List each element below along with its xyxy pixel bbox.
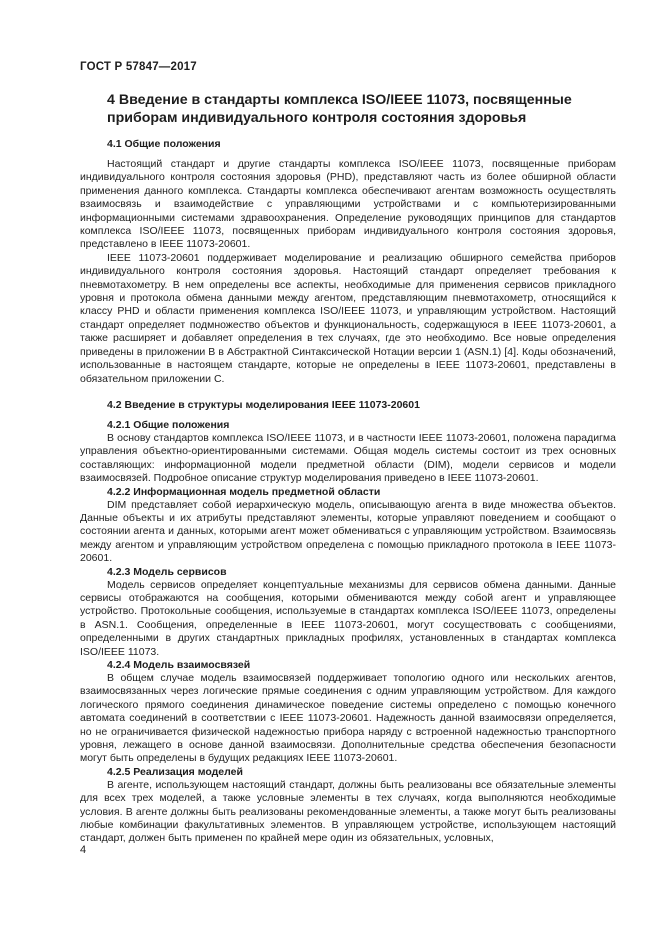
page-number: 4 (80, 844, 87, 856)
page-content (80, 91, 616, 846)
section-4-2-2-paragraph: DIM представляет собой иерархическую модель, описывающую агента в виде множества объектов. Данные объекты и их атрибуты представляют элементы, которые управляют поведением и сообщают о состоянии агента и данных, которыми агент может обмениваться с управляющим устройством. Взаимосвязь между агентом и управляющим устройством определена с помощью прикладного протокола в IEEE 11073-20601. (80, 498, 616, 565)
section-4-1-paragraph-1: Настоящий стандарт и другие стандарты комплекса ISO/IEEE 11073, посвященные приборам индивидуального контроля состояния здоровья (PHD), представляют часть из более обширной области применения данного комплекса. Стандарты комплекса обеспечивают агентам возможность осуществлять взаимосвязь и взаимодействие с управляющими устройствами и с компьютеризированными информационными системами здравоохранения. Определение руководящих принципов для стандартов комплекса ISO/IEEE 11073, посвященных приборам индивидуального контроля состояния здоровья, представлено в IEEE 11073-20601. (80, 158, 616, 251)
section-4-2-3-paragraph: Модель сервисов определяет концептуальные механизмы для сервисов обмена данными. Данные сервисы отображаются на сообщения, которыми обмениваются между собой агент и управляющее устройство. Протокольные сообщения, используемые в стандартах комплекса ISO/IEEE 11073, определены в ASN.1. Сообщения, определенные в IEEE 11073-20601, могут сосуществовать с сообщениями, определенными в других стандартных прикладных профилях, установленных в стандартах комплекса ISO/IEEE 11073. (80, 578, 616, 658)
section-4-1-paragraph-2: IEEE 11073-20601 поддерживает моделирование и реализацию обширного семейства приборов индивидуального контроля состояния здоровья. Настоящий стандарт определяет требования к пневмотахометру. В нем определены все аспекты, необходимые для применения сервисов прикладного уровня и протокола обмена данными между агентом, представляющим пневмотахометр, относящийся к классу PHD и области применения комплекса ISO/IEEE 11073, и управляющим устройством. Настоящий стандарт определяет подмножество объектов и функциональность, содержащуюся в IEEE 11073-20601, а также расширяет и добавляет определения в тех случаях, где это необходимо. Все новые определения приведены в приложении В в Абстрактной Синтаксической Нотации версии 1 (ASN.1) [4]. Коды обозначений, использованные в настоящем стандарте, которые не определены в IEEE 11073-20601, представлены в обязательном приложении С. (80, 251, 616, 385)
section-4-2-4-paragraph: В общем случае модель взаимосвязей поддерживает топологию одного или нескольких агентов, взаимосвязанных через логические прямые соединения с одним управляющим устройством. Для каждого логического прямого соединения динамическое поведение системы определено с помощью конечного автомата соединений в соответствии с IEEE 11073-20601. Надежность данной взаимосвязи определяется, но не ограничивается физической надежностью прибора наряду с встроенной надежностью транспортного уровня, лежащего в основе данной взаимосвязи. Дополнительные средства обеспечения безопасности могут быть определены в будущих редакциях IEEE 11073-20601. (80, 672, 616, 765)
section-4-2-5-heading: 4.2.5 Реализация моделей (107, 765, 243, 778)
section-4-heading: 4 Введение в стандарты комплекса ISO/IEEE 11073, посвященные приборам индивидуального контроля состояния здоровья (107, 92, 572, 126)
section-4-2-5-paragraph: В агенте, использующем настоящий стандарт, должны быть реализованы все обязательные элементы для всех трех моделей, а также условные элементы в тех случаях, когда выполняются необходимые условия. В агенте должны быть реализованы рекомендованные элементы, а также могут быть реализованы любые комбинации факультативных элементов. В управляющем устройстве, использующем настоящий стандарт, должен быть применен по крайней мере один из обязательных, условных, (80, 778, 616, 845)
section-4-2-1-heading: 4.2.1 Общие положения (107, 418, 230, 431)
document-code: ГОСТ Р 57847—2017 (80, 61, 197, 73)
section-4-2-2-heading: 4.2.2 Информационная модель предметной области (107, 485, 381, 498)
section-4-1-heading: 4.1 Общие положения (107, 138, 221, 150)
section-4-2-4-heading: 4.2.4 Модель взаимосвязей (107, 659, 251, 671)
section-4-2-1-paragraph: В основу стандартов комплекса ISO/IEEE 11073, и в частности IEEE 11073-20601, положена парадигма управления объектно-ориентированными системами. Общая модель системы состоит из трех основных составляющих: информационной модели предметной области (DIM), модели сервисов и модели взаимосвязей. Подробное описание структур моделирования приведено в IEEE 11073-20601. (80, 431, 616, 485)
section-4-2-heading: 4.2 Введение в структуры моделирования IEEE 11073-20601 (107, 398, 420, 411)
section-4-2-3-heading: 4.2.3 Модель сервисов (107, 565, 227, 578)
